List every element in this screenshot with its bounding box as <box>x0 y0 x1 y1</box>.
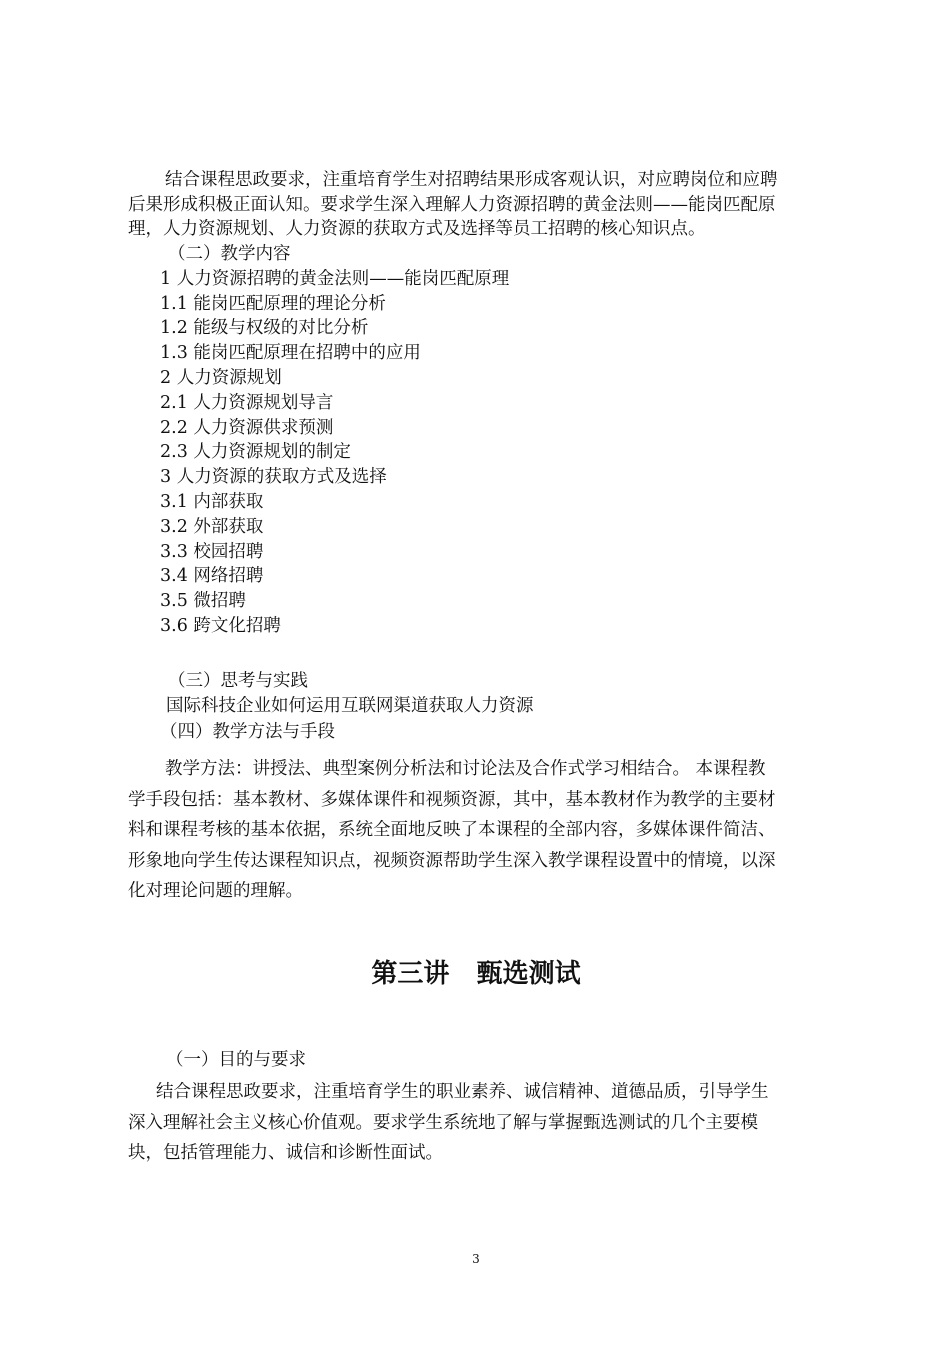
thinking-practice-body: 国际科技企业如何运用互联网渠道获取人力资源 <box>166 696 534 716</box>
thinking-practice-heading: （三）思考与实践 <box>168 671 308 691</box>
content-outline <box>160 242 509 639</box>
intro-paragraph <box>128 168 840 242</box>
outline-item: 2.3 人力资源规划的制定 <box>160 442 351 463</box>
intro-line-1: 结合课程思政要求，注重培育学生对招聘结果形成客观认识，对应聘岗位和应聘 <box>165 170 778 190</box>
methods-line-4: 形象地向学生传达课程知识点，视频资源帮助学生深入教学课程设置中的情境，以深 <box>128 850 776 871</box>
outline-item: 1.1 能岗匹配原理的理论分析 <box>160 293 386 314</box>
page-number: 3 <box>472 1252 480 1266</box>
methods-line-1: 教学方法：讲授法、典型案例分析法和讨论法及合作式学习相结合。 本课程教 <box>165 759 766 779</box>
objectives-line-2: 深入理解社会主义核心价值观。要求学生系统地了解与掌握甄选测试的几个主要模 <box>128 1112 758 1133</box>
outline-item: 2.2 人力资源供求预测 <box>160 417 334 438</box>
outline-item: 3.5 微招聘 <box>160 591 246 612</box>
outline-item: 3.3 校园招聘 <box>160 541 264 562</box>
intro-line-3: 理，人力资源规划、人力资源的获取方式及选择等员工招聘的核心知识点。 <box>128 219 706 239</box>
lecture-title: 第三讲 甄选测试 <box>371 959 581 989</box>
outline-item: 3.4 网络招聘 <box>160 566 264 587</box>
methods-paragraph <box>128 754 840 907</box>
methods-line-5: 化对理论问题的理解。 <box>128 881 303 902</box>
objectives-line-1: 结合课程思政要求，注重培育学生的职业素养、诚信精神、道德品质，引导学生 <box>156 1082 769 1102</box>
objectives-paragraph <box>128 1077 840 1169</box>
methods-line-2: 学手段包括：基本教材、多媒体课件和视频资源，其中，基本教材作为教学的主要材 <box>128 789 776 810</box>
intro-line-2: 后果形成积极正面认知。要求学生深入理解人力资源招聘的黄金法则——能岗匹配原 <box>128 194 776 215</box>
methods-heading: （四）教学方法与手段 <box>160 722 335 742</box>
outline-item: 1.2 能级与权级的对比分析 <box>160 318 369 339</box>
outline-item: 1 人力资源招聘的黄金法则——能岗匹配原理 <box>160 268 510 289</box>
objectives-line-3: 块，包括管理能力、诚信和诊断性面试。 <box>128 1143 443 1164</box>
objectives-heading: （一）目的与要求 <box>166 1050 306 1070</box>
content-heading: （二）教学内容 <box>168 244 291 264</box>
outline-item: 1.3 能岗匹配原理在招聘中的应用 <box>160 343 421 364</box>
outline-item: 3.2 外部获取 <box>160 516 264 537</box>
outline-item: 3 人力资源的获取方式及选择 <box>160 467 387 488</box>
outline-item: 3.1 内部获取 <box>160 491 264 512</box>
outline-item: 2.1 人力资源规划导言 <box>160 392 334 413</box>
outline-item: 3.6 跨文化招聘 <box>160 615 281 636</box>
outline-item: 2 人力资源规划 <box>160 367 282 388</box>
methods-line-3: 料和课程考核的基本依据，系统全面地反映了本课程的全部内容，多媒体课件简洁、 <box>128 820 776 841</box>
